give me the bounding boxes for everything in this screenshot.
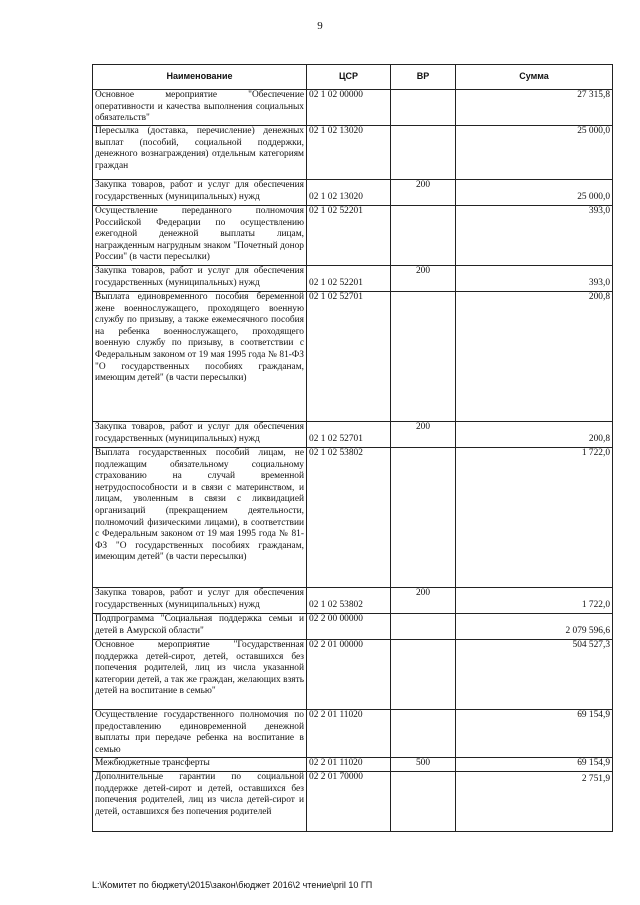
table-row	[93, 758, 613, 772]
row-csr: 02 2 01 70000	[307, 772, 391, 832]
table-row	[93, 126, 613, 180]
row-vr: 200	[391, 422, 456, 448]
table-row	[93, 448, 613, 588]
row-csr: 02 1 02 13020	[307, 180, 391, 206]
row-csr: 02 1 02 53802	[307, 588, 391, 614]
row-sum: 2 751,9	[456, 772, 613, 832]
row-name: Закупка товаров, работ и услуг для обеспечения государственных (муниципальных) нужд	[93, 422, 307, 448]
row-sum: 393,0	[456, 206, 613, 266]
row-csr: 02 1 02 52701	[307, 292, 391, 422]
footer-file-path: L:\Комитет по бюджету\2015\закон\бюджет 2016\2 чтение\pril 10 ГП	[92, 880, 373, 890]
row-sum: 25 000,0	[456, 126, 613, 180]
table-row	[93, 614, 613, 640]
row-name: Подпрограмма "Социальная поддержка семьи и детей в Амурской области"	[93, 614, 307, 640]
table-row	[93, 710, 613, 758]
table-row	[93, 292, 613, 422]
row-csr: 02 1 02 53802	[307, 448, 391, 588]
row-name: Пересылка (доставка, перечисление) денежных выплат (пособий, социальной поддержки, денежного вознаграждения) отдельным категориям граждан	[93, 126, 307, 180]
row-name: Закупка товаров, работ и услуг для обеспечения государственных (муниципальных) нужд	[93, 266, 307, 292]
table-row	[93, 588, 613, 614]
row-vr	[391, 448, 456, 588]
table-row	[93, 422, 613, 448]
row-vr	[391, 614, 456, 640]
row-name: Закупка товаров, работ и услуг для обеспечения государственных (муниципальных) нужд	[93, 588, 307, 614]
row-vr	[391, 292, 456, 422]
row-vr	[391, 710, 456, 758]
row-csr: 02 2 00 00000	[307, 614, 391, 640]
row-vr	[391, 90, 456, 126]
row-csr: 02 2 01 00000	[307, 640, 391, 710]
row-sum: 25 000,0	[456, 180, 613, 206]
row-sum: 69 154,9	[456, 758, 613, 772]
row-sum: 393,0	[456, 266, 613, 292]
row-name: Основное мероприятие "Государственная поддержка детей-сирот, детей, оставшихся без попечения родителей, лиц из числа указанной категории детей, а так же граждан, желающих взять детей на воспитание в семью"	[93, 640, 307, 710]
row-name: Осуществление государственного полномочия по предоставлению единовременной денежной выплаты при передаче ребенка на воспитание в семью	[93, 710, 307, 758]
row-csr: 02 1 02 00000	[307, 90, 391, 126]
row-name: Дополнительные гарантии по социальной поддержке детей-сирот и детей, оставшихся без попечения родителей, лиц из числа детей-сирот и детей, оставшихся без попечения родителей	[93, 772, 307, 832]
table-row	[93, 772, 613, 832]
table-row	[93, 206, 613, 266]
row-name: Выплата единовременного пособия беременной жене военнослужащего, проходящего военную службу по призыву, а также ежемесячного пособия на ребенка военнослужащего, проходящего военную службу по призыву, в соответствии с Федеральным законом от 19 мая 1995 года № 81-ФЗ "О государственных пособиях гражданам, имеющим детей" (в части пересылки)	[93, 292, 307, 422]
row-vr	[391, 772, 456, 832]
header-name: Наименование	[93, 65, 307, 90]
header-csr: ЦСР	[307, 65, 391, 90]
row-csr: 02 2 01 11020	[307, 758, 391, 772]
row-vr	[391, 206, 456, 266]
row-sum: 200,8	[456, 292, 613, 422]
page-number: 9	[317, 20, 323, 32]
table-header-row	[93, 65, 613, 90]
row-vr	[391, 640, 456, 710]
row-vr: 200	[391, 180, 456, 206]
row-sum: 69 154,9	[456, 710, 613, 758]
row-name: Межбюджетные трансферты	[93, 758, 307, 772]
row-sum: 504 527,3	[456, 640, 613, 710]
table-row	[93, 90, 613, 126]
row-sum: 1 722,0	[456, 448, 613, 588]
row-sum: 27 315,8	[456, 90, 613, 126]
table-row	[93, 640, 613, 710]
budget-table	[92, 64, 613, 832]
row-csr: 02 1 02 52201	[307, 266, 391, 292]
row-sum: 1 722,0	[456, 588, 613, 614]
row-vr: 500	[391, 758, 456, 772]
row-name: Выплата государственных пособий лицам, не подлежащим обязательному социальному страхованию на случай временной нетрудоспособности и в связи с материнством, и лицам, уволенным в связи с ликвидацией организаций (прекращением деятельности, полномочий физическими лицами), в соответствии с Федеральным законом от 19 мая 1995 года № 81-ФЗ "О государственных пособиях гражданам, имеющим детей" (в части пересылки)	[93, 448, 307, 588]
row-name: Закупка товаров, работ и услуг для обеспечения государственных (муниципальных) нужд	[93, 180, 307, 206]
header-vr: ВР	[391, 65, 456, 90]
table-row	[93, 266, 613, 292]
row-csr: 02 1 02 13020	[307, 126, 391, 180]
row-name: Основное мероприятие "Обеспечение оперативности и качества выполнения социальных обязательств"	[93, 90, 307, 126]
row-sum: 2 079 596,6	[456, 614, 613, 640]
table-row	[93, 180, 613, 206]
row-sum: 200,8	[456, 422, 613, 448]
header-sum: Сумма	[456, 65, 613, 90]
row-vr: 200	[391, 588, 456, 614]
row-csr: 02 1 02 52701	[307, 422, 391, 448]
row-csr: 02 2 01 11020	[307, 710, 391, 758]
row-vr	[391, 126, 456, 180]
row-vr: 200	[391, 266, 456, 292]
row-name: Осуществление переданного полномочия Российской Федерации по осуществлению ежегодной денежной выплаты лицам, награжденным нагрудным знаком "Почетный донор России" (в части пересылки)	[93, 206, 307, 266]
row-csr: 02 1 02 52201	[307, 206, 391, 266]
